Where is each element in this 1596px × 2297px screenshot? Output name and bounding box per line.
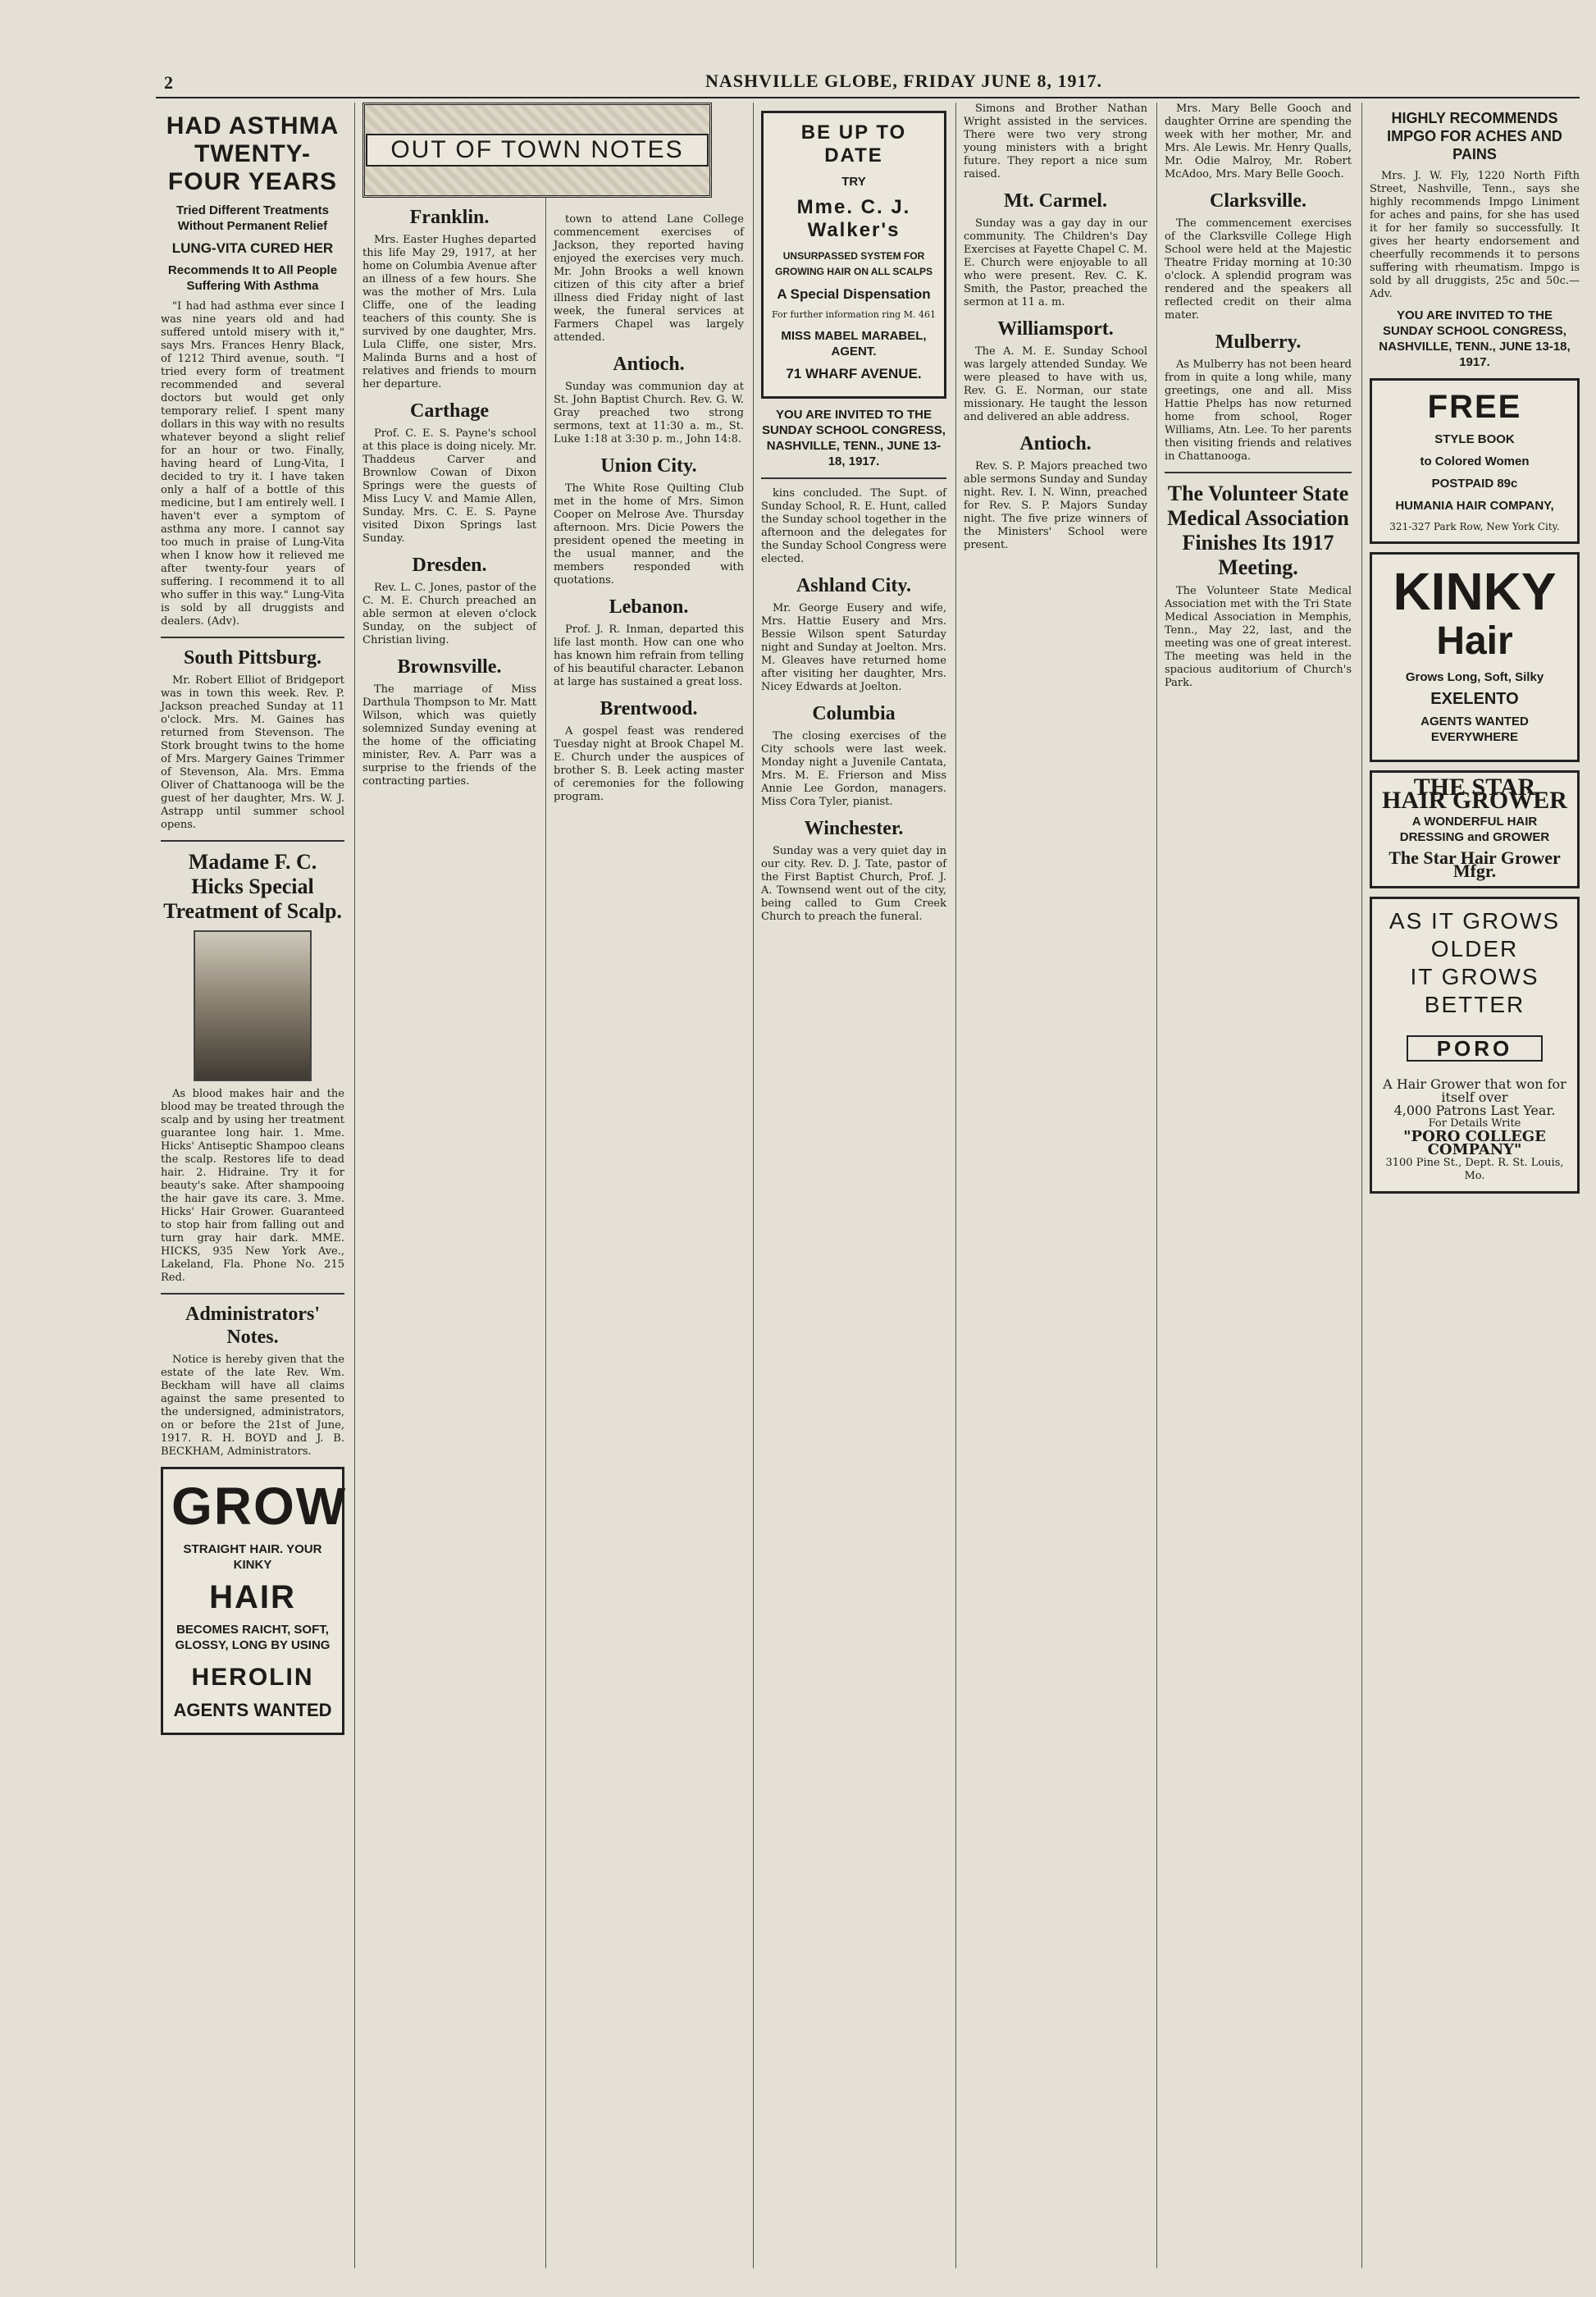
brownsville-body: The marriage of Miss Darthula Thompson to Mr. Matt Wilson, which was quietly solemnized Sunday evening at the home of the officiating minister, Rev. A. Parr was a surprise to the friends of the contracting parties. (363, 683, 536, 788)
poro-grower: A Hair Grower that won for itself over (1383, 1076, 1566, 1105)
columbia-body: The closing exercises of the City schools were last week. Monday night a Juvenile Cantata, Mrs. M. E. Frierson and Miss Annie Lee Gordon, managers. Miss Cora Tyler, pianist. (761, 730, 946, 808)
brentwood-title: Brentwood. (600, 698, 698, 719)
walker-try: TRY (841, 175, 866, 189)
poro-address: 3100 Pine St., Dept. R. St. Louis, Mo. (1385, 1157, 1564, 1182)
mulberry-title: Mulberry. (1215, 331, 1302, 353)
poro-college-ad (1370, 897, 1580, 1194)
free-style: STYLE BOOK (1434, 432, 1515, 446)
column-4 (761, 103, 946, 2268)
out-of-town-banner (363, 103, 712, 198)
divider (161, 840, 344, 842)
franklin-body: Mrs. Easter Hughes departed this life May 29, 1917, at her home on Columbia Avenue after an illness of a few hours. She was the mother of Mrs. Lula Cliffe, one of the leading teachers of this county. She is survived by one daughter, Mrs. Lula Cliffe, one sister, Mrs. Malinda Burns and a host of relatives and friends to mourn her departure. (363, 234, 536, 390)
carthage-body: Prof. C. E. S. Payne's school at this place is doing nicely. Mr. Thaddeus Carver and Brownlow Cowan of Dixon Springs were the guests of Miss Lucy V. and Mamie Allen, Sunday. Mrs. C. E. S. Payne visited Dixon Springs last Sunday. (363, 427, 536, 545)
walker-info: For further information ring M. 461 (772, 309, 936, 320)
free-colored: to Colored Women (1420, 454, 1530, 468)
brentwood-body: A gospel feast was rendered Tuesday night at Brook Chapel M. E. Church under the auspices of brother S. B. Leek acting master of ceremonies for the following program. (554, 725, 744, 803)
divider (761, 477, 946, 479)
column-rule (955, 103, 956, 2268)
kinky-hair: Hair (1436, 619, 1513, 663)
union-city-body: The White Rose Quilting Club met in the home of Mrs. Simon Cooper on Melrose Ave. Thursday afternoon. Mrs. Dicie Powers the president opened the meeting in the usual manner, and the members responded with quotations. (554, 482, 744, 587)
mt-carmel-body: Sunday was a gay day in our community. The Children's Day Exercises at Fayette Chapel C. M. E. Church were enjoyable to all who were present. Rev. C. K. Smith, the Pastor, preached the sermon at 11 a. m. (964, 217, 1147, 308)
star-mfgr: The Star Hair Grower Mfgr. (1389, 847, 1561, 881)
walker-address: 71 WHARF AVENUE. (786, 366, 922, 381)
poro-older: AS IT GROWS OLDER (1389, 908, 1561, 961)
williamsport-title: Williamsport. (997, 318, 1114, 340)
antioch2-body: Rev. S. P. Majors preached two able sermons Sunday and Sunday night. Rev. I. N. Winn, preached for Rev. S. P. Majors Sunday night. The five prize winners of the Ministers' School were present. (964, 460, 1147, 551)
hicks-body: As blood makes hair and the blood may be treated through the scalp and by using her treatment guarantee long hair. 1. Mme. Hicks' Antiseptic Shampoo cleans the scalp. Restores life to dead hair. 2. Hidraine. Try it for beauty's sake. After shampooing the hair gave its care. 3. Mme. Hicks' Hair Grower. Guaranteed to stop hair from falling out and turn gray hair dark. MME. HICKS, 935 New York Ave., Lakeland, Fla. Phone No. 215 Red. (161, 1088, 344, 1284)
page-number: 2 (164, 72, 174, 93)
brownsville-title: Brownsville. (397, 656, 502, 678)
antioch-title: Antioch. (613, 354, 685, 375)
asthma-subhead: Tried Different Treatments Without Permanent Relief (176, 203, 329, 233)
free-company: HUMANIA HAIR COMPANY, (1395, 499, 1554, 513)
column-6 (1165, 103, 1352, 2268)
col5-body-top: Simons and Brother Nathan Wright assisted in the services. There were two very strong young ministers with a bright future. They report a nice sum raised. (964, 103, 1147, 180)
lungvita-cured: LUNG-VITA CURED HER (171, 240, 334, 256)
herolin-ad (161, 1467, 348, 1735)
lebanon-body: Prof. J. R. Inman, departed this life last month. How can one who has known him refrain from telling of his beautiful character. Lebanon at large has sustained a great loss. (554, 623, 744, 688)
grow-becomes: BECOMES RAICHT, SOFT, GLOSSY, LONG BY USING (175, 1623, 331, 1652)
south-pittsburg-title: South Pittsburg. (183, 647, 322, 669)
column-5 (964, 103, 1147, 2268)
masthead-rule (156, 97, 1580, 98)
ashland-body: Mr. George Eusery and wife, Mrs. Hattie Eusery and Mrs. Bessie Wilson spent Saturday night and Sunday at Joelton. Mrs. M. Gleaves have returned home after visiting her daughter, Mrs. Nicey Edwards at Joelton. (761, 602, 946, 693)
kinky-agents: AGENTS WANTED EVERYWHERE (1420, 715, 1529, 744)
ashland-title: Ashland City. (796, 575, 912, 596)
col6-body-top: Mrs. Mary Belle Gooch and daughter Orrine are spending the week with her mother, Mr. and Mrs. Ale Lewis. Mr. Henry Qualls, Mr. Odie Malroy, Mr. Robert McAdoo, Mrs. Mary Belle Gooch. (1165, 103, 1352, 180)
dresden-body: Rev. L. C. Jones, pastor of the C. M. E. Church preached an able sermon at eleven o'clock Sunday, on the subject of Christian living. (363, 582, 536, 646)
walker-desc: UNSURPASSED SYSTEM FOR GROWING HAIR ON ALL SCALPS (775, 250, 933, 277)
clarksville-title: Clarksville. (1210, 190, 1306, 212)
free-style-book-ad (1370, 378, 1580, 544)
mt-carmel-title: Mt. Carmel. (1004, 190, 1107, 212)
grow-straight: STRAIGHT HAIR. YOUR KINKY (183, 1542, 322, 1572)
column-rule (545, 103, 546, 2268)
congress-invite: YOU ARE INVITED TO THE SUNDAY SCHOOL CONGRESS, NASHVILLE, TENN., JUNE 13-18, 1917. (762, 408, 946, 468)
column-7 (1370, 103, 1580, 2268)
asthma-body: "I had had asthma ever since I was nine years old and had suffered untold misery with it," says Mrs. Frances Henry Black, of 1212 Third avenue, south. "I tried every form of treatment recommended and several doctors but would get only temporary relief. I spent many dollars in this way with no results whatever beyond a slight relief for an hour or two. Finally, having heard of Lung-Vita, I decided to try it. I have taken only a half of a bottle of this medicine, but I am entirely well. I haven't ever a symptom of asthma any more. I cannot say too much in praise of Lung-Vita when I know how it relieved me after twenty-four years of suffering. I recommend it to all who suffer in this way." Lung-Vita is sold by all druggists and dealers. (Adv). (161, 300, 344, 628)
south-pittsburg-body: Mr. Robert Elliot of Bridgeport was in town this week. Rev. P. Jackson preached Sunday at 11 o'clock. Mrs. M. Gaines has returned from Stevenson. The Stork brought twins to the home of Mrs. Margery Gaines Trimmer of Stevenson, Ala. Mrs. Emma Oliver of Chattanooga will be the guest of her daughter, Mrs. W. J. Astrapp until summer school opens. (161, 674, 344, 831)
mulberry-body: As Mulberry has not been heard from in quite a long while, many greetings, one and all. Miss Hattie Phelps has now returned home from school, Roger Williams, Atn. Lee. To her parents then visiting friends and relatives in Chattanooga. (1165, 358, 1352, 463)
walker-special: A Special Dispensation (777, 286, 931, 302)
col3-body-top: town to attend Lane College commencement exercises of Jackson, they reported having enjoyed the exercises very much. Mr. John Brooks a well known citizen of this city after a brief illness died Friday night of last week, the funeral services at Farmers Chapel was largely attended. (554, 213, 744, 344)
admin-title: Administrators' Notes. (185, 1304, 320, 1348)
volunteer-title: The Volunteer State Medical Association Finishes Its 1917 Meeting. (1167, 482, 1349, 579)
impgo-body: Mrs. J. W. Fly, 1220 North Fifth Street, Nashville, Tenn., says she highly recommends Impgo Liniment for aches and pains, for she has used it for her family so successfully. It gives her hearty endorsement and cheerfully recommends it to persons suffering with rheumatism. Impgo is sold by all druggists, 25c and 50c.—Adv. (1370, 170, 1580, 300)
column-rule (354, 103, 355, 2268)
walker-ad (761, 111, 946, 399)
free-postpaid: POSTPAID 89c (1431, 477, 1518, 491)
walker-be-up: BE UP TO DATE (800, 121, 907, 167)
column-rule (1361, 103, 1362, 2268)
grow-hair: HAIR (209, 1579, 296, 1615)
union-city-title: Union City. (600, 455, 697, 477)
divider (161, 1293, 344, 1295)
franklin-title: Franklin. (409, 207, 490, 228)
divider (161, 637, 344, 638)
masthead (0, 0, 1596, 98)
free-address: 321-327 Park Row, New York City. (1389, 521, 1560, 532)
hicks-portrait-image (194, 930, 312, 1081)
lebanon-title: Lebanon. (609, 596, 689, 618)
walker-agent: MISS MABEL MARABEL, AGENT. (781, 329, 927, 358)
column-3 (554, 213, 744, 2268)
antioch2-title: Antioch. (1019, 433, 1092, 454)
kinky-hair-ad (1370, 552, 1580, 762)
poro-patrons: 4,000 Patrons Last Year. (1393, 1103, 1556, 1118)
herolin-agents: AGENTS WANTED (173, 1700, 332, 1720)
carthage-title: Carthage (410, 400, 489, 422)
poro-better: IT GROWS BETTER (1410, 964, 1539, 1017)
columbia-title: Columbia (812, 703, 896, 724)
admin-body: Notice is hereby given that the estate of the late Rev. Wm. Beckham will have all claims against the same presented to the undersigned, administrators, on or before the 21st of June, 1917. R. H. BOYD and J. B. BECKHAM, Administrators. (161, 1354, 344, 1458)
kinky-heading: KINKY (1393, 562, 1557, 621)
impgo-title: HIGHLY RECOMMENDS IMPGO FOR ACHES AND PAINS (1387, 110, 1562, 162)
column-1 (161, 103, 348, 2268)
herolin-brand: HEROLIN (191, 1664, 314, 1691)
walker-name: Mme. C. J. Walker's (796, 196, 911, 241)
poro-company: "PORO COLLEGE COMPANY" (1403, 1128, 1546, 1158)
kinky-brand: EXELENTO (1430, 690, 1519, 708)
asthma-headline: HAD ASTHMA TWENTY-FOUR YEARS (166, 112, 340, 195)
star-sub: A WONDERFUL HAIR DRESSING and GROWER (1399, 815, 1550, 844)
grow-heading: GROW (171, 1477, 348, 1536)
poro-logo: PORO (1407, 1035, 1543, 1062)
free-heading: FREE (1427, 389, 1522, 425)
poro-details: For Details Write (1428, 1117, 1521, 1130)
kinky-grows: Grows Long, Soft, Silky (1405, 670, 1544, 684)
hicks-title: Madame F. C. Hicks Special Treatment of Scalp. (163, 850, 342, 923)
out-of-town-title: OUT OF TOWN NOTES (366, 134, 708, 167)
winchester-title: Winchester. (804, 818, 904, 839)
column-rule (753, 103, 754, 2268)
newspaper-title: NASHVILLE GLOBE, FRIDAY JUNE 8, 1917. (705, 71, 1103, 91)
star-hair-grower-ad (1370, 770, 1580, 888)
column-rule (1156, 103, 1157, 2268)
williamsport-body: The A. M. E. Sunday School was largely attended Sunday. We were pleased to have with us, Rev. G. E. Norman, our state missionary. He taught the lesson and delivered an able address. (964, 345, 1147, 423)
divider (1165, 472, 1352, 473)
clarksville-body: The commencement exercises of the Clarksville College High School were held at the Majestic Theatre Friday morning at 10:30 o'clock. A splendid program was rendered and the speakers all reflected credit on their alma mater. (1165, 217, 1352, 322)
star-title: THE STAR HAIR GROWER (1382, 774, 1567, 814)
congress-invite-2: YOU ARE INVITED TO THE SUNDAY SCHOOL CONGRESS, NASHVILLE, TENN., JUNE 13-18, 1917. (1379, 308, 1571, 369)
lungvita-recommends: Recommends It to All People Suffering With Asthma (167, 263, 338, 293)
antioch-body: Sunday was communion day at St. John Baptist Church. Rev. G. W. Gray preached two strong sermons, text at 11:30 a. m., St. Luke 1:18 at 3:30 p. m., John 14:8. (554, 381, 744, 445)
winchester-body: Sunday was a very quiet day in our city. Rev. D. J. Tate, pastor of the First Baptist Church, Prof. J. A. Townsend went out of the city, being called to Gum Creek Church to preach the funeral. (761, 845, 946, 923)
volunteer-body: The Volunteer State Medical Association met with the Tri State Medical Association in Memphis, Tenn., May 22, last, and the meeting was one of great interest. The meeting was held in the spacious auditorium of Church's Park. (1165, 585, 1352, 689)
col4-body-mid: kins concluded. The Supt. of Sunday School, R. E. Hunt, called the Sunday school together in the afternoon and the delegates for the Sunday School Congress were elected. (761, 487, 946, 565)
dresden-title: Dresden. (412, 555, 487, 576)
